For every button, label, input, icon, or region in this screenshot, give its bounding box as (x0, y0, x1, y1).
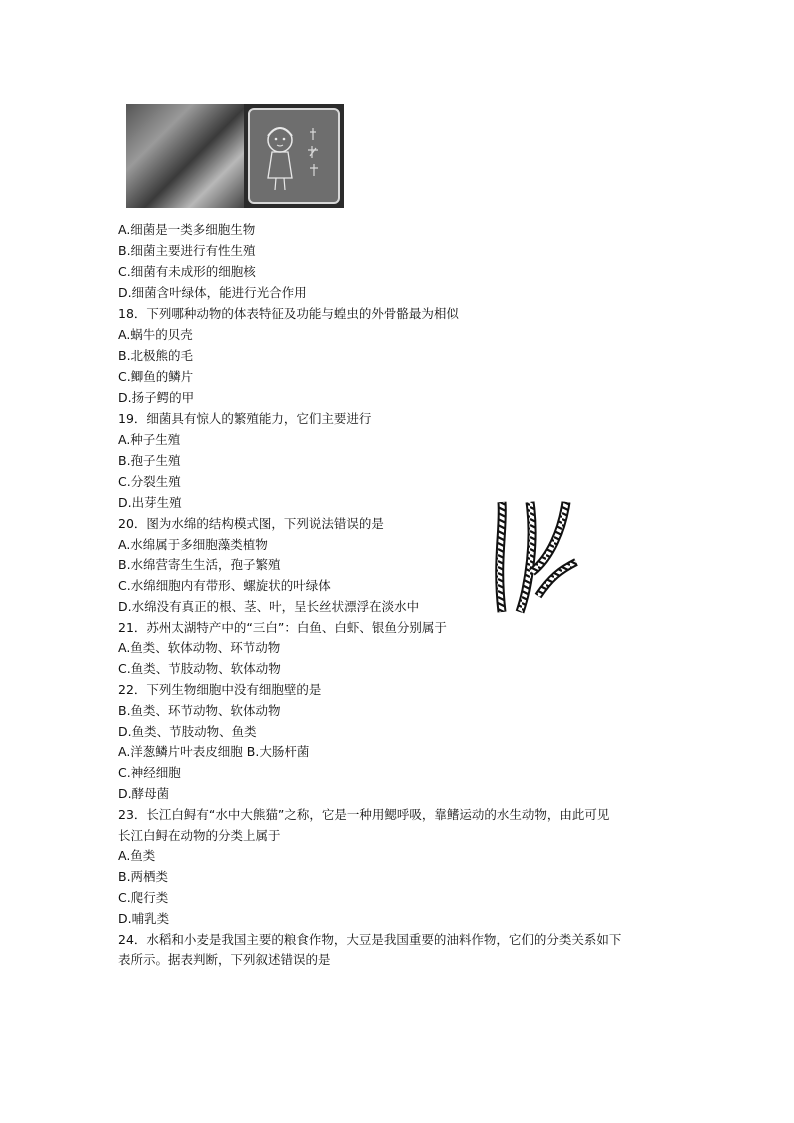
q17-option-d: D.细菌含叶绿体，能进行光合作用 (118, 285, 307, 300)
q18-option-d: D.扬子鳄的甲 (118, 390, 195, 405)
bacteria-photo (126, 104, 344, 208)
q17-option-c: C.细菌有未成形的细胞核 (118, 264, 256, 279)
q20-option-d: D.水绵没有真正的根、茎、叶，呈长丝状漂浮在淡水中 (118, 599, 420, 614)
q19-option-d: D.出芽生殖 (118, 495, 182, 510)
q18-option-c: C.鲫鱼的鳞片 (118, 369, 194, 384)
photo-drawing-panel (248, 108, 340, 204)
spirogyra-diagram (490, 500, 582, 614)
q23-stem-line1: 23．长江白鲟有“水中大熊猫”之称，它是一种用鳃呼吸，靠鳍运动的水生动物，由此可见 (118, 807, 610, 822)
q17-option-b: B.细菌主要进行有性生殖 (118, 243, 256, 258)
q24-stem-line1: 24．水稻和小麦是我国主要的粮食作物，大豆是我国重要的油料作物，它们的分类关系如下 (118, 932, 622, 947)
girl-drawing-icon (250, 110, 338, 202)
q22-line-5: D.酵母菌 (118, 786, 170, 801)
q19-stem: 19．细菌具有惊人的繁殖能力，它们主要进行 (118, 411, 372, 426)
q23-option-c: C.爬行类 (118, 890, 169, 905)
q17-option-a: A.细菌是一类多细胞生物 (118, 222, 256, 237)
q19-option-b: B.孢子生殖 (118, 453, 181, 468)
q22-line-4: C.神经细胞 (118, 765, 181, 780)
q21-stem: 21．苏州太湖特产中的“三白”：白鱼、白虾、银鱼分别属于 (118, 620, 447, 635)
q22-line-2: D.鱼类、节肢动物、鱼类 (118, 724, 257, 739)
q23-stem-line2: 长江白鲟在动物的分类上属于 (118, 828, 281, 843)
q22-line-3: A.洋葱鳞片叶表皮细胞 B.大肠杆菌 (118, 744, 310, 759)
photo-left-part (126, 104, 244, 208)
q19-option-c: C.分裂生殖 (118, 474, 181, 489)
q21-option-c: C.鱼类、节肢动物、软体动物 (118, 661, 281, 676)
q22-stem: 22．下列生物细胞中没有细胞壁的是 (118, 682, 322, 697)
q21-option-a: A.鱼类、软体动物、环节动物 (118, 640, 281, 655)
q20-option-b: B.水绵营寄生生活，孢子繁殖 (118, 557, 281, 572)
q22-line-1: B.鱼类、环节动物、软体动物 (118, 703, 281, 718)
q20-stem: 20．图为水绵的结构模式图，下列说法错误的是 (118, 516, 384, 531)
q20-option-a: A.水绵属于多细胞藻类植物 (118, 537, 268, 552)
q18-option-b: B.北极熊的毛 (118, 348, 194, 363)
q24-stem-line2: 表所示。据表判断，下列叙述错误的是 (118, 952, 331, 967)
q23-option-b: B.两栖类 (118, 869, 169, 884)
q23-option-d: D.哺乳类 (118, 911, 170, 926)
q23-option-a: A.鱼类 (118, 848, 156, 863)
q18-stem: 18．下列哪种动物的体表特征及功能与蝗虫的外骨骼最为相似 (118, 306, 459, 321)
q19-option-a: A.种子生殖 (118, 432, 181, 447)
q20-option-c: C.水绵细胞内有带形、螺旋状的叶绿体 (118, 578, 331, 593)
q18-option-a: A.蜗牛的贝壳 (118, 327, 193, 342)
